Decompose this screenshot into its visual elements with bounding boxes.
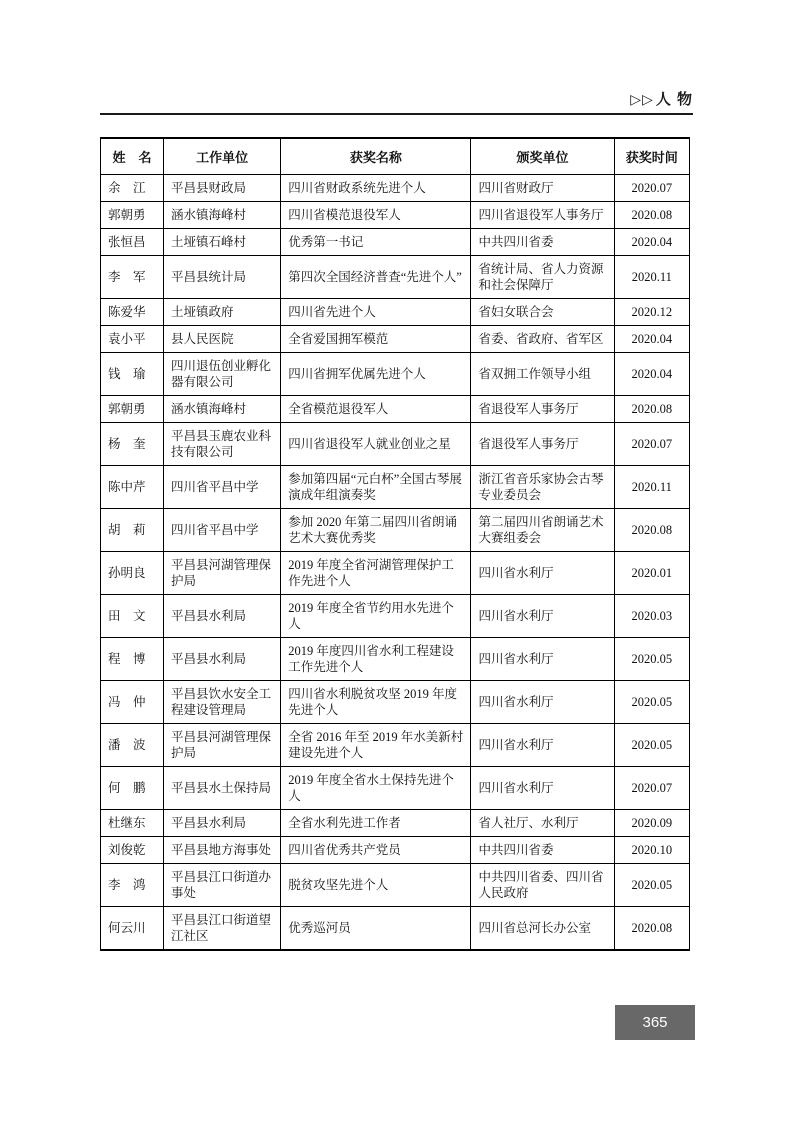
page-number-badge: [615, 1005, 695, 1040]
column-header: 工作单位: [164, 138, 281, 175]
column-header: 姓 名: [101, 138, 164, 175]
cell-unit: 平昌县地方海事处: [164, 837, 281, 864]
cell-unit: 平昌县河湖管理保护局: [164, 724, 281, 767]
cell-award: 四川省拥军优属先进个人: [281, 353, 471, 396]
cell-issuer: 省委、省政府、省军区: [471, 326, 614, 353]
table-row: [101, 810, 690, 837]
cell-unit: 涵水镇海峰村: [164, 202, 281, 229]
cell-date: 2020.04: [614, 229, 689, 256]
cell-date: 2020.04: [614, 326, 689, 353]
cell-issuer: 四川省水利厅: [471, 638, 614, 681]
cell-name: 陈中芹: [101, 466, 164, 509]
column-header: 颁奖单位: [471, 138, 614, 175]
cell-date: 2020.05: [614, 724, 689, 767]
cell-name: 何 鹏: [101, 767, 164, 810]
cell-unit: 四川省平昌中学: [164, 466, 281, 509]
cell-unit: 土垭镇政府: [164, 299, 281, 326]
cell-unit: 平昌县江口街道办事处: [164, 864, 281, 907]
cell-unit: 四川省平昌中学: [164, 509, 281, 552]
cell-award: 2019 年度四川省水利工程建设工作先进个人: [281, 638, 471, 681]
cell-unit: 平昌县玉鹿农业科技有限公司: [164, 423, 281, 466]
cell-date: 2020.05: [614, 864, 689, 907]
cell-name: 何云川: [101, 907, 164, 951]
cell-date: 2020.01: [614, 552, 689, 595]
cell-award: 优秀第一书记: [281, 229, 471, 256]
cell-date: 2020.04: [614, 353, 689, 396]
cell-name: 冯 仲: [101, 681, 164, 724]
page-number: 365: [642, 1014, 668, 1031]
cell-unit: 四川退伍创业孵化器有限公司: [164, 353, 281, 396]
cell-date: 2020.08: [614, 509, 689, 552]
cell-award: 四川省先进个人: [281, 299, 471, 326]
cell-unit: 涵水镇海峰村: [164, 396, 281, 423]
column-header: 获奖时间: [614, 138, 689, 175]
cell-name: 钱 瑜: [101, 353, 164, 396]
cell-name: 胡 莉: [101, 509, 164, 552]
table-row: [101, 724, 690, 767]
cell-date: 2020.03: [614, 595, 689, 638]
cell-issuer: 浙江省音乐家协会古琴专业委员会: [471, 466, 614, 509]
table-row: [101, 837, 690, 864]
table-row: [101, 353, 690, 396]
cell-date: 2020.05: [614, 638, 689, 681]
cell-award: 优秀巡河员: [281, 907, 471, 951]
awards-table: [100, 137, 690, 951]
cell-award: 四川省优秀共产党员: [281, 837, 471, 864]
cell-date: 2020.07: [614, 423, 689, 466]
cell-unit: 平昌县河湖管理保护局: [164, 552, 281, 595]
cell-name: 刘俊乾: [101, 837, 164, 864]
cell-issuer: 四川省财政厅: [471, 175, 614, 202]
cell-unit: 平昌县水利局: [164, 810, 281, 837]
table-row: [101, 326, 690, 353]
cell-name: 余 江: [101, 175, 164, 202]
cell-unit: 土垭镇石峰村: [164, 229, 281, 256]
cell-award: 全省 2016 年至 2019 年水美新村建设先进个人: [281, 724, 471, 767]
table-row: [101, 229, 690, 256]
cell-unit: 平昌县水利局: [164, 638, 281, 681]
cell-date: 2020.08: [614, 396, 689, 423]
table-row: [101, 466, 690, 509]
section-title: 人 物: [655, 91, 693, 108]
cell-name: 陈爱华: [101, 299, 164, 326]
cell-award: 参加第四届“元白杯”全国古琴展演成年组演奏奖: [281, 466, 471, 509]
table-row: [101, 767, 690, 810]
cell-issuer: 第二届四川省朗诵艺术大赛组委会: [471, 509, 614, 552]
cell-issuer: 四川省水利厅: [471, 767, 614, 810]
table-row: [101, 864, 690, 907]
table-row: [101, 299, 690, 326]
cell-issuer: 省人社厅、水利厅: [471, 810, 614, 837]
cell-issuer: 省退役军人事务厅: [471, 423, 614, 466]
cell-name: 杜继东: [101, 810, 164, 837]
cell-date: 2020.11: [614, 466, 689, 509]
table-body: [101, 175, 690, 951]
cell-name: 田 文: [101, 595, 164, 638]
cell-unit: 县人民医院: [164, 326, 281, 353]
cell-unit: 平昌县水利局: [164, 595, 281, 638]
cell-name: 李 军: [101, 256, 164, 299]
cell-name: 李 鸿: [101, 864, 164, 907]
cell-issuer: 省退役军人事务厅: [471, 396, 614, 423]
cell-unit: 平昌县统计局: [164, 256, 281, 299]
cell-award: 四川省模范退役军人: [281, 202, 471, 229]
table-row: [101, 595, 690, 638]
table-row: [101, 509, 690, 552]
cell-issuer: 中共四川省委: [471, 837, 614, 864]
section-marker-icon: ▷▷: [630, 91, 654, 107]
table-row: [101, 175, 690, 202]
table-row: [101, 202, 690, 229]
cell-date: 2020.10: [614, 837, 689, 864]
table-row: [101, 396, 690, 423]
cell-issuer: 中共四川省委: [471, 229, 614, 256]
table-row: [101, 681, 690, 724]
cell-date: 2020.12: [614, 299, 689, 326]
cell-date: 2020.05: [614, 681, 689, 724]
cell-name: 孙明良: [101, 552, 164, 595]
cell-unit: 平昌县水土保持局: [164, 767, 281, 810]
cell-issuer: 四川省总河长办公室: [471, 907, 614, 951]
cell-date: 2020.07: [614, 767, 689, 810]
cell-issuer: 省统计局、省人力资源和社会保障厅: [471, 256, 614, 299]
table-row: [101, 256, 690, 299]
cell-award: 2019 年度全省河湖管理保护工作先进个人: [281, 552, 471, 595]
cell-name: 潘 波: [101, 724, 164, 767]
cell-name: 郭朝勇: [101, 396, 164, 423]
cell-award: 2019 年度全省水土保持先进个人: [281, 767, 471, 810]
cell-issuer: 省双拥工作领导小组: [471, 353, 614, 396]
table-header-row: [101, 138, 690, 175]
running-head: [100, 88, 693, 115]
cell-award: 全省爱国拥军模范: [281, 326, 471, 353]
cell-date: 2020.07: [614, 175, 689, 202]
table-row: [101, 907, 690, 951]
cell-award: 第四次全国经济普查“先进个人”: [281, 256, 471, 299]
cell-award: 脱贫攻坚先进个人: [281, 864, 471, 907]
cell-issuer: 四川省水利厅: [471, 552, 614, 595]
cell-unit: 平昌县饮水安全工程建设管理局: [164, 681, 281, 724]
cell-award: 全省水利先进工作者: [281, 810, 471, 837]
cell-award: 四川省退役军人就业创业之星: [281, 423, 471, 466]
cell-issuer: 省妇女联合会: [471, 299, 614, 326]
table-row: [101, 638, 690, 681]
cell-name: 杨 奎: [101, 423, 164, 466]
cell-award: 四川省财政系统先进个人: [281, 175, 471, 202]
cell-award: 2019 年度全省节约用水先进个人: [281, 595, 471, 638]
awards-table-container: [100, 137, 690, 951]
cell-name: 郭朝勇: [101, 202, 164, 229]
table-row: [101, 423, 690, 466]
cell-award: 四川省水利脱贫攻坚 2019 年度先进个人: [281, 681, 471, 724]
cell-award: 参加 2020 年第二届四川省朗诵艺术大赛优秀奖: [281, 509, 471, 552]
cell-issuer: 四川省退役军人事务厅: [471, 202, 614, 229]
cell-name: 袁小平: [101, 326, 164, 353]
cell-unit: 平昌县财政局: [164, 175, 281, 202]
column-header: 获奖名称: [281, 138, 471, 175]
cell-date: 2020.08: [614, 202, 689, 229]
cell-issuer: 中共四川省委、四川省人民政府: [471, 864, 614, 907]
cell-issuer: 四川省水利厅: [471, 724, 614, 767]
cell-issuer: 四川省水利厅: [471, 681, 614, 724]
cell-award: 全省模范退役军人: [281, 396, 471, 423]
cell-unit: 平昌县江口街道望江社区: [164, 907, 281, 951]
table-row: [101, 552, 690, 595]
cell-name: 张恒昌: [101, 229, 164, 256]
cell-date: 2020.11: [614, 256, 689, 299]
cell-issuer: 四川省水利厅: [471, 595, 614, 638]
cell-date: 2020.08: [614, 907, 689, 951]
cell-date: 2020.09: [614, 810, 689, 837]
cell-name: 程 博: [101, 638, 164, 681]
